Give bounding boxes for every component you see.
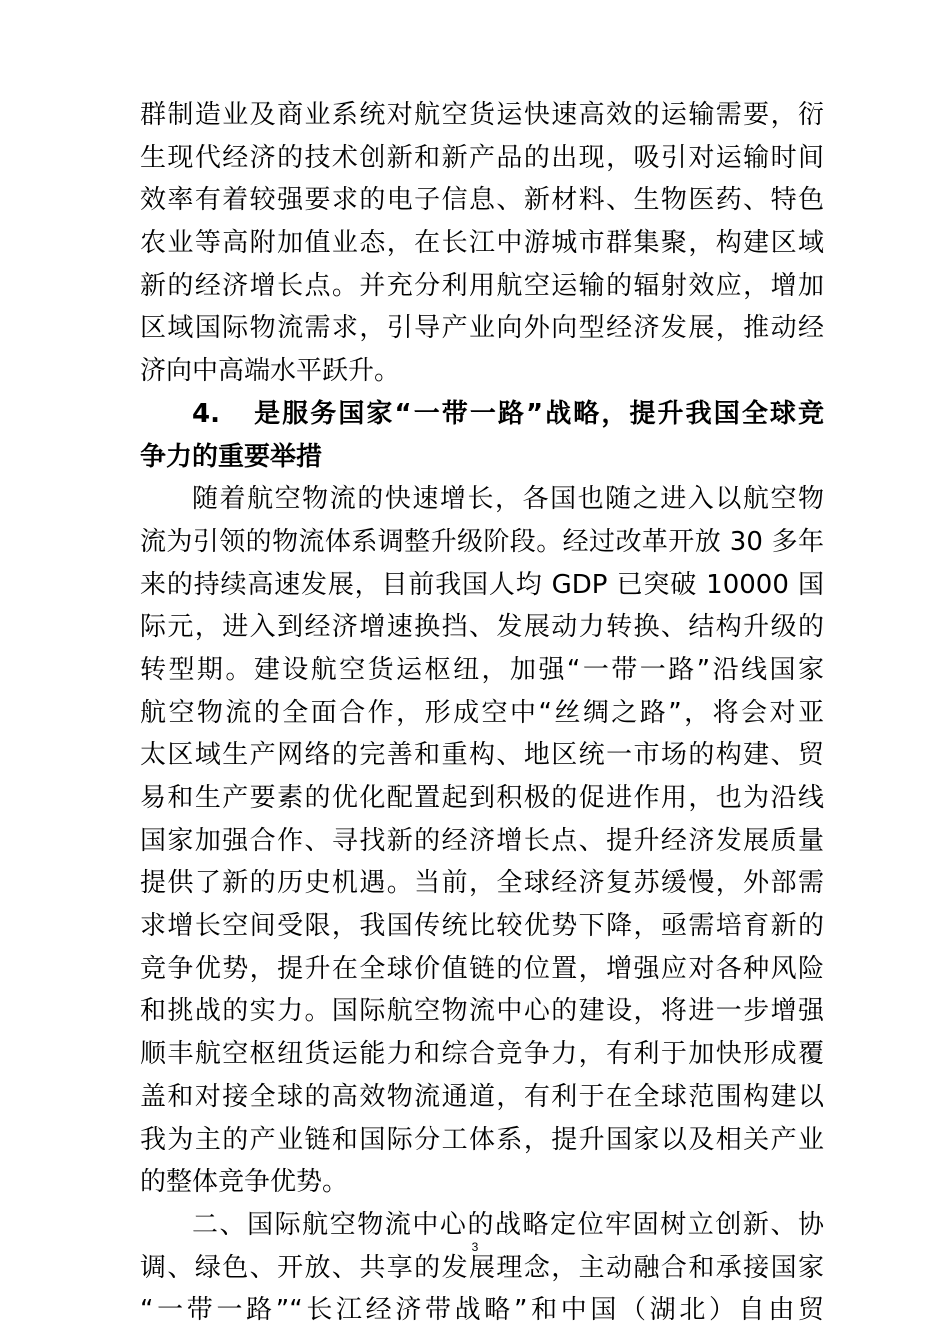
text-line: 新的经济增长点。并充分利用航空运输的辐射效应，增加 bbox=[140, 270, 824, 301]
paragraph-economic-growth bbox=[140, 94, 824, 393]
text-line: 效率有着较强要求的电子信息、新材料、生物医药、特色 bbox=[140, 185, 824, 216]
text-line: 流为引领的物流体系调整升级阶段。经过改革开放 30 多年 bbox=[140, 526, 824, 557]
text-line: 易和生产要素的优化配置起到积极的促进作用，也为沿线 bbox=[140, 783, 824, 813]
text-line: 和挑战的实力。国际航空物流中心的建设，将进一步增强 bbox=[140, 996, 824, 1027]
text-line: 调、绿色、开放、共享的发展理念，主动融合和承接国家 bbox=[140, 1252, 824, 1283]
text-line: 提供了新的历史机遇。当前，全球经济复苏缓慢，外部需 bbox=[140, 868, 824, 899]
text-line: 我为主的产业链和国际分工体系，提升国家以及相关产业 bbox=[140, 1124, 824, 1155]
heading-line bbox=[140, 393, 824, 436]
text-line: 随着航空物流的快速增长，各国也随之进入以航空物 bbox=[192, 484, 824, 515]
text-line: 际元，进入到经济增速换挡、发展动力转换、结构升级的 bbox=[140, 612, 824, 643]
document-body bbox=[140, 94, 824, 1332]
text-line: 竞争优势，提升在全球价值链的位置，增强应对各种风险 bbox=[140, 953, 824, 984]
text-line: 区域国际物流需求，引导产业向外向型经济发展，推动经 bbox=[140, 313, 824, 344]
heading-number: 4. bbox=[192, 398, 220, 429]
text-line: 生现代经济的技术创新和新产品的出现，吸引对运输时间 bbox=[140, 142, 824, 173]
text-line: 太区域生产网络的完善和重构、地区统一市场的构建、贸 bbox=[140, 740, 824, 771]
text-line: 来的持续高速发展，目前我国人均 GDP 已突破 10000 国 bbox=[140, 569, 824, 600]
text-line: 二、国际航空物流中心的战略定位牢固树立创新、协 bbox=[192, 1209, 824, 1240]
text-line: 顺丰航空枢纽货运能力和综合竞争力，有利于加快形成覆 bbox=[140, 1039, 824, 1070]
text-line: 航空物流的全面合作，形成空中“丝绸之路”，将会对亚 bbox=[140, 697, 824, 728]
text-line: 群制造业及商业系统对航空货运快速高效的运输需要，衍 bbox=[140, 100, 824, 130]
heading-line: 争力的重要举措 bbox=[140, 441, 323, 472]
text-line: 国家加强合作、寻找新的经济增长点、提升经济发展质量 bbox=[140, 825, 824, 856]
text-line: 农业等高附加值业态，在长江中游城市群集聚，构建区域 bbox=[140, 228, 824, 259]
text-line: 盖和对接全球的高效物流通道，有利于在全球范围构建以 bbox=[140, 1081, 824, 1112]
text-line: “一带一路”“长江经济带战略”和中国（湖北）自由贸 bbox=[140, 1295, 824, 1326]
text-line: 求增长空间受限，我国传统比较优势下降，亟需培育新的 bbox=[140, 911, 824, 942]
section-heading-4 bbox=[140, 393, 824, 478]
heading-text: 是服务国家“一带一路”战略，提升我国全球竞 bbox=[252, 398, 824, 429]
text-line: 济向中高端水平跃升。 bbox=[140, 356, 401, 387]
page-number: 3 bbox=[471, 1240, 479, 1254]
paragraph-belt-and-road bbox=[140, 478, 824, 1204]
paragraph-strategic-positioning bbox=[140, 1204, 824, 1332]
text-line: 的整体竞争优势。 bbox=[140, 1167, 349, 1198]
text-line: 转型期。建设航空货运枢纽，加强“一带一路”沿线国家 bbox=[140, 654, 824, 685]
